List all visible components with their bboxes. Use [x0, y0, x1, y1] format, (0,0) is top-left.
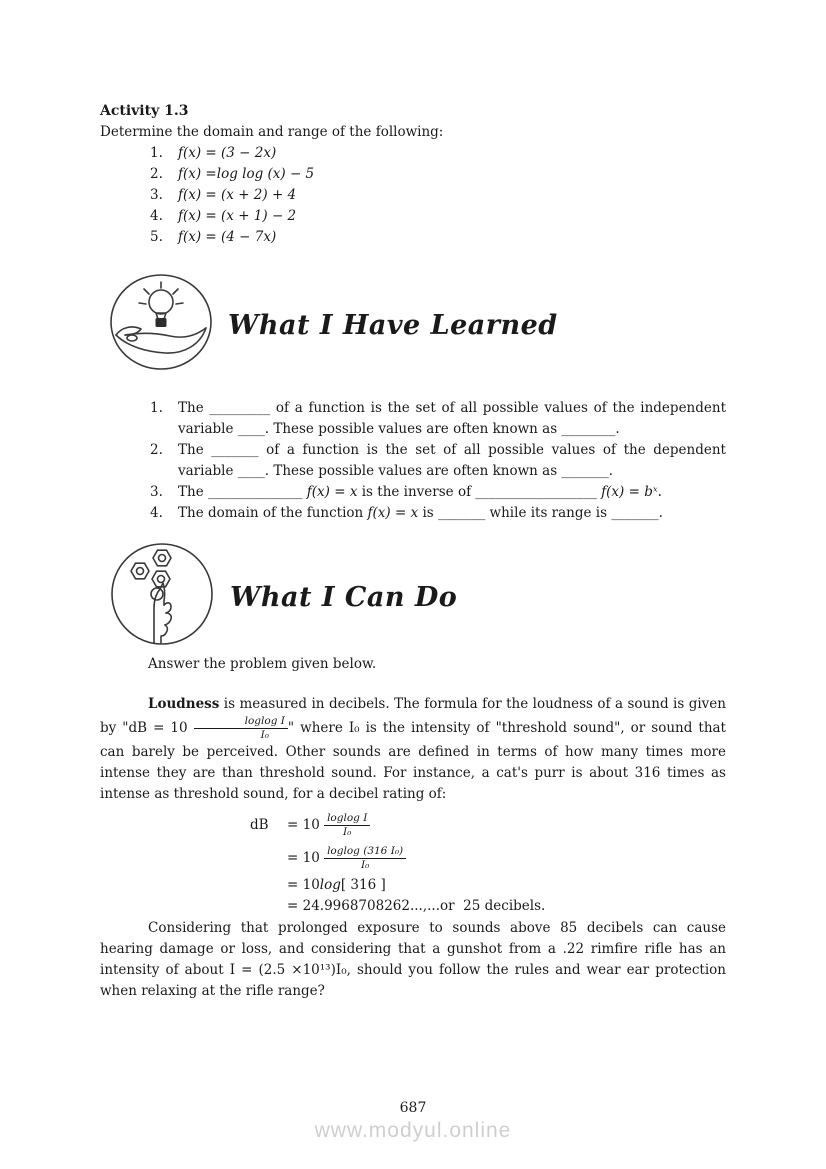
function-expression: f(x) = (x + 1) − 2 — [178, 208, 297, 224]
sentence-text: . — [657, 484, 662, 500]
section-heading: What I Have Learned — [228, 309, 558, 341]
decibel-derivation — [250, 809, 726, 917]
paragraph-text: is measured in decibels. The formula for the loudness of a sound is given by "dB = 10 — [100, 696, 726, 736]
fraction-numerator: loglog I — [244, 715, 285, 727]
answer-instruction: Answer the problem given below. — [148, 656, 377, 672]
derivation-result: = 24.9968708262...,...or 25 decibels. — [287, 898, 546, 914]
activity-section — [100, 101, 726, 248]
hand-holding-nuts-icon — [108, 542, 216, 653]
fraction — [324, 845, 406, 872]
list-number: 5. — [150, 229, 163, 245]
activity-item-5 — [150, 227, 726, 248]
fill-blank-sentence — [178, 503, 726, 524]
function-expression: f(x) =log log (x) − 5 — [178, 166, 315, 182]
activity-instruction: Determine the domain and range of the following: — [100, 124, 444, 140]
list-number: 4. — [150, 208, 163, 224]
page-number: 687 — [399, 1100, 427, 1116]
activity-item-4 — [150, 206, 726, 227]
list-number: 2. — [150, 166, 163, 182]
what-i-have-learned-header — [108, 273, 726, 378]
watermark: www.modyul.online — [314, 1119, 512, 1142]
loudness-paragraph — [100, 694, 726, 805]
derivation-line-4 — [250, 896, 726, 917]
learned-item-4 — [150, 503, 726, 524]
function-expression: f(x) = (3 − 2x) — [178, 145, 277, 161]
sentence-text: The domain of the function — [178, 505, 368, 521]
math-expression: f(x) = x — [306, 484, 358, 500]
closing-paragraph: Considering that prolonged exposure to sounds above 85 decibels can cause hearing damage or loss, and considering that a gunshot from a .22 rimfire rifle has an intensity of about I = (2.5 ×10¹³)I₀, should you follow the rules and wear ear protection when relaxing at the rifle range? — [100, 920, 726, 999]
activity-item-1 — [150, 143, 726, 164]
function-expression: f(x) = (x + 2) + 4 — [178, 187, 297, 203]
blank-line: __________________ — [475, 484, 597, 500]
derivation-text: = 10 — [287, 877, 320, 893]
activity-item-3 — [150, 185, 726, 206]
fill-blank-sentence: The _______ of a function is the set of all possible values of the dependent variable ____. These possible values are often known as _______. — [178, 442, 726, 479]
list-number: 4. — [150, 505, 163, 521]
log-symbol: log — [319, 877, 341, 893]
derivation-text: [ 316 ] — [340, 877, 386, 893]
derivation-eq — [287, 875, 386, 896]
learned-item-2 — [150, 440, 726, 482]
fill-blank-sentence: The _________ of a function is the set of all possible values of the independent variable ____. These possible values are often known as ________. — [178, 400, 726, 437]
activity-list — [150, 143, 726, 248]
derivation-lhs: dB — [250, 817, 269, 833]
fraction — [194, 715, 288, 742]
list-number: 1. — [150, 400, 163, 416]
fraction-numerator: loglog (316 I₀) — [327, 845, 404, 857]
derivation-eq: = 10 — [287, 850, 325, 866]
fraction-numerator: loglog I — [327, 812, 368, 824]
sentence-text: is the inverse of — [357, 484, 476, 500]
list-number: 1. — [150, 145, 163, 161]
list-number: 3. — [150, 187, 163, 203]
what-i-can-do-header — [108, 542, 726, 653]
paragraph-text: " where I₀ is the intensity of "threshold sound", or sound that can barely be perceived. Other sounds are defined in terms of how many times more intense they are than threshold sound. For instance, a cat's purr is about 316 times as intense as threshold sound, for a decibel rating of: — [100, 720, 726, 802]
derivation-line-3 — [250, 875, 726, 896]
derivation-line-2 — [250, 842, 726, 875]
sentence-text: The ______________ — [178, 484, 307, 500]
fraction — [324, 812, 370, 839]
derivation-line-1 — [250, 809, 726, 842]
sentence-text: is _______ while its range is _______. — [418, 505, 663, 521]
fraction-denominator: I₀ — [194, 728, 288, 742]
list-number: 3. — [150, 484, 163, 500]
activity-item-2 — [150, 164, 726, 185]
derivation-eq: = 10 — [287, 817, 325, 833]
list-number: 2. — [150, 442, 163, 458]
learned-item-1 — [150, 398, 726, 440]
math-expression: f(x) = bˣ — [601, 484, 658, 500]
lightbulb-in-hand-icon — [108, 273, 214, 378]
math-expression: f(x) = x — [367, 505, 419, 521]
fraction-denominator: I₀ — [324, 825, 370, 839]
what-i-have-learned-list — [150, 398, 726, 524]
fill-blank-sentence — [178, 482, 726, 503]
activity-title: Activity 1.3 — [100, 103, 189, 119]
fraction-denominator: I₀ — [324, 858, 406, 872]
learned-item-3 — [150, 482, 726, 503]
loudness-bold-lead: Loudness — [148, 696, 220, 712]
section-heading: What I Can Do — [230, 581, 458, 613]
function-expression: f(x) = (4 − 7x) — [178, 229, 277, 245]
